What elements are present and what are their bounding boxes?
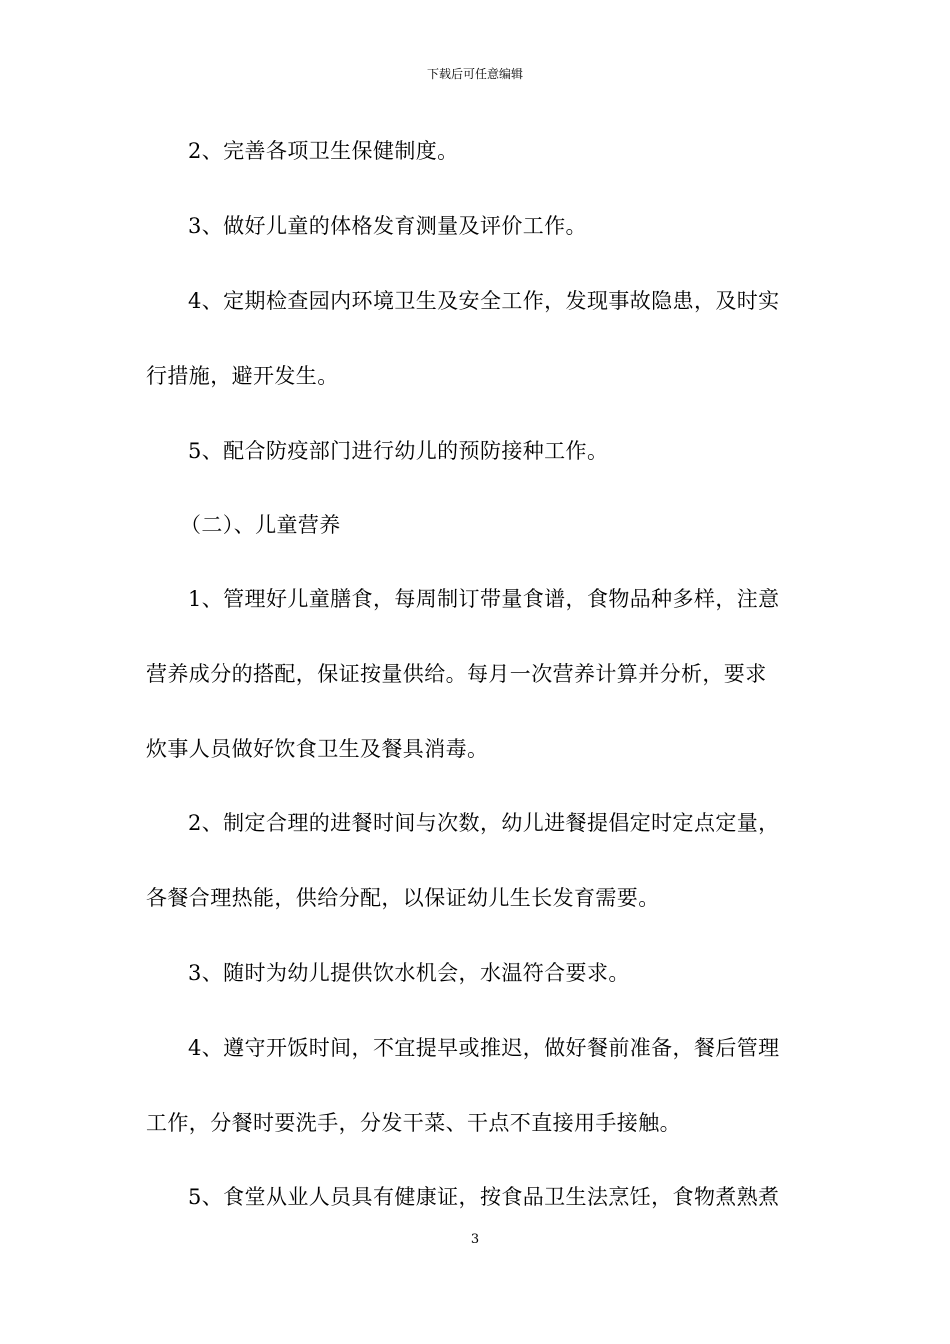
paragraph-line: 5、配合防疫部门进行幼儿的预防接种工作。 (188, 439, 609, 463)
section-heading: （二）、儿童营养 (180, 513, 341, 537)
page-header: 下载后可任意编辑 (426, 67, 523, 81)
paragraph-line: 5、食堂从业人员具有健康证，按食品卫生法烹饪，食物煮熟煮 (188, 1185, 780, 1209)
paragraph-line: 行措施，避开发生。 (146, 364, 339, 388)
paragraph-line: 营养成分的搭配，保证按量供给。每月一次营养计算并分析，要求 (146, 662, 767, 686)
paragraph-line: 4、遵守开饭时间，不宜提早或推迟，做好餐前准备，餐后管理 (188, 1036, 780, 1060)
paragraph-line: 各餐合理热能，供给分配，以保证幼儿生长发育需要。 (146, 886, 660, 910)
page-number: 3 (470, 1232, 480, 1247)
paragraph-line: 3、随时为幼儿提供饮水机会，水温符合要求。 (188, 961, 630, 985)
paragraph-line: 炊事人员做好饮食卫生及餐具消毒。 (146, 737, 489, 761)
paragraph-line: 工作，分餐时要洗手，分发干菜、干点不直接用手接触。 (146, 1111, 681, 1135)
paragraph-line: 1、管理好儿童膳食，每周制订带量食谱，食物品种多样，注意 (188, 587, 780, 611)
paragraph-line: 4、定期检查园内环境卫生及安全工作，发现事故隐患，及时实 (188, 289, 780, 313)
paragraph-line: 2、完善各项卫生保健制度。 (188, 139, 459, 163)
paragraph-line: 3、做好儿童的体格发育测量及评价工作。 (188, 214, 587, 238)
paragraph-line: 2、制定合理的进餐时间与次数，幼儿进餐提倡定时定点定量， (188, 811, 780, 835)
